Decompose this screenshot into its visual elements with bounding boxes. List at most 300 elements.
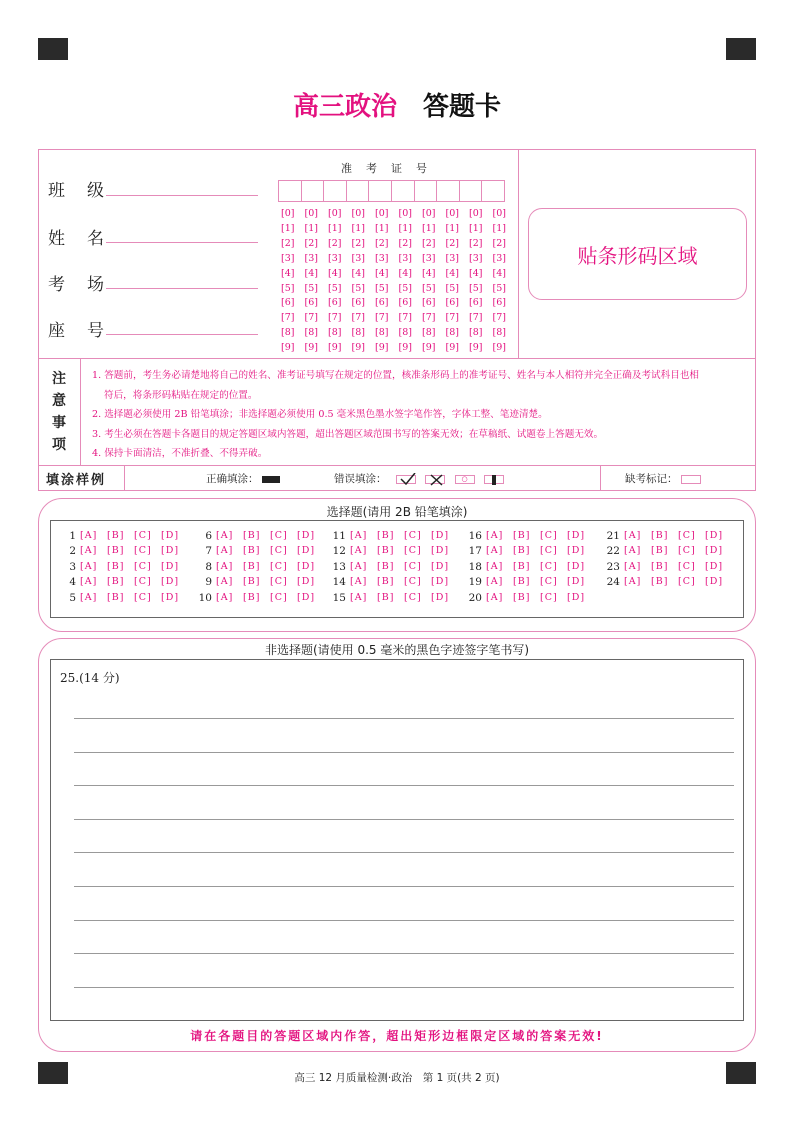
exam-id-bubble[interactable]: [5] [351,282,365,294]
mc-question-row [604,545,732,557]
mc-option-bubble[interactable]: [A] [80,576,98,588]
mc-option-bubble[interactable]: [C] [540,591,558,603]
mc-option-bubble[interactable]: [D] [705,545,724,557]
exam-id-bubble-row [281,207,506,222]
exam-id-bubble[interactable]: [3] [469,252,483,264]
mc-option-bubble[interactable]: [B] [107,530,125,541]
exam-id-bubble[interactable]: [1] [445,222,459,234]
room-field[interactable] [106,288,258,289]
wrong-cross-mark-icon [425,475,445,484]
mc-option-bubble[interactable]: [D] [161,545,180,557]
mc-option-bubble[interactable]: [D] [567,530,586,541]
exam-id-bubble[interactable]: [4] [328,267,342,279]
mc-option-bubble[interactable]: [C] [134,560,152,572]
exam-id-box[interactable] [346,180,370,202]
exam-id-bubble[interactable]: [0] [492,208,506,219]
mc-option-bubble[interactable]: [B] [243,530,261,541]
mc-option-bubble[interactable]: [A] [350,560,368,572]
exam-id-bubble[interactable]: [3] [375,252,389,264]
mc-option-bubble[interactable]: [A] [624,530,642,541]
exam-id-bubble[interactable]: [1] [281,222,295,234]
mc-option-bubble[interactable]: [B] [377,560,395,572]
exam-id-bubble[interactable]: [7] [469,312,483,324]
answer-area-warning: 请在各题目的答题区域内作答，超出矩形边框限定区域的答案无效! [190,1029,604,1043]
mc-question-number: 6 [205,530,212,542]
mc-option-bubble[interactable]: [D] [161,530,180,541]
mc-option-bubble[interactable]: [C] [540,576,558,588]
mc-question-row [604,561,732,573]
mc-option-bubble[interactable]: [D] [431,560,450,572]
exam-id-bubble[interactable]: [4] [375,267,389,279]
exam-id-bubble[interactable]: [8] [492,327,506,339]
writing-line [74,987,734,988]
mc-question-row [466,592,594,604]
mc-option-bubble[interactable]: [D] [431,591,450,603]
exam-id-bubble[interactable]: [8] [398,327,412,339]
mc-option-bubble[interactable]: [C] [134,545,152,557]
mc-option-bubble[interactable]: [C] [270,591,288,603]
exam-id-bubble[interactable]: [6] [398,297,412,309]
mc-option-bubble[interactable]: [B] [513,545,531,557]
writing-line [74,785,734,786]
exam-id-bubble[interactable]: [2] [445,237,459,249]
exam-id-bubble[interactable]: [9] [492,342,506,354]
exam-id-bubble[interactable]: [0] [304,208,318,219]
mc-option-bubble[interactable]: [B] [377,545,395,557]
mc-option-bubble[interactable]: [B] [513,530,531,541]
absent-mark-label: 缺考标记： [625,473,678,485]
exam-id-bubble[interactable]: [7] [492,312,506,324]
mc-question-number: 23 [606,560,620,573]
mc-option-bubble[interactable]: [A] [624,545,642,557]
exam-id-boxes [278,180,504,202]
mc-option-bubble[interactable]: [D] [297,530,316,541]
divider-notice [38,358,756,359]
notice-side-label [48,368,70,456]
mc-option-bubble[interactable]: [C] [134,530,152,541]
exam-id-bubble[interactable]: [1] [469,222,483,234]
mc-question-number: 24 [606,576,620,589]
mc-option-bubble[interactable]: [A] [486,591,504,603]
mc-option-bubble[interactable]: [D] [297,545,316,557]
barcode-area [528,208,747,300]
subject-title: 高三政治 [292,92,397,122]
mc-question-number: 16 [468,530,482,542]
exam-id-bubble[interactable]: [1] [492,222,506,234]
mc-option-bubble[interactable]: [D] [567,545,586,557]
exam-id-bubble[interactable]: [4] [492,267,506,279]
exam-id-box[interactable] [301,180,325,202]
barcode-label: 贴条形码区域 [577,243,698,268]
mc-question-row [60,576,188,588]
mc-option-bubble[interactable]: [B] [651,576,669,588]
exam-id-bubble[interactable]: [7] [398,312,412,324]
exam-id-bubble[interactable]: [5] [304,282,318,294]
exam-id-bubble[interactable]: [4] [445,267,459,279]
notice-side-char: 意 [52,393,66,409]
mc-option-bubble[interactable]: [C] [678,560,696,572]
exam-id-bubble[interactable]: [6] [304,297,318,309]
mc-question-number: 10 [198,591,212,604]
mc-option-bubble[interactable]: [D] [705,560,724,572]
exam-id-bubble[interactable]: [4] [304,267,318,279]
exam-id-bubble[interactable]: [4] [469,267,483,279]
mc-question-row [330,545,458,557]
mc-question-row [466,545,594,557]
mc-option-bubble[interactable]: [D] [567,560,586,572]
mc-question-number: 12 [332,545,346,558]
mc-option-bubble[interactable]: [A] [624,560,642,572]
exam-id-bubble[interactable]: [9] [375,342,389,354]
fill-sample-label: 填涂样例 [46,473,107,488]
divider-notice-side [80,359,81,465]
exam-id-bubble[interactable]: [8] [422,327,436,339]
mc-question-row [196,561,324,573]
exam-id-bubble[interactable]: [6] [469,297,483,309]
exam-id-bubble[interactable]: [5] [422,282,436,294]
mc-option-bubble[interactable]: [A] [216,560,234,572]
exam-id-bubble[interactable]: [5] [281,282,295,294]
exam-id-bubble[interactable]: [0] [375,208,389,219]
exam-id-bubble[interactable]: [8] [469,327,483,339]
exam-id-box[interactable] [481,180,505,202]
exam-id-bubble[interactable]: [2] [422,237,436,249]
mc-option-bubble[interactable]: [C] [270,530,288,541]
mc-option-bubble[interactable]: [A] [624,576,642,588]
exam-id-bubble[interactable]: [3] [398,252,412,264]
notice-side-char: 项 [52,437,66,453]
mc-option-bubble[interactable]: [C] [540,545,558,557]
mc-option-bubble[interactable]: [C] [404,545,422,557]
mc-option-bubble[interactable]: [A] [80,530,98,541]
absent-mark-box[interactable] [681,475,701,484]
mc-option-bubble[interactable]: [A] [486,530,504,541]
mc-option-bubble[interactable]: [C] [404,560,422,572]
mc-question-row [60,592,188,604]
exam-id-bubble[interactable]: [8] [281,327,295,339]
exam-id-bubble[interactable]: [2] [351,237,365,249]
mc-option-bubble[interactable]: [D] [705,576,724,588]
mc-option-bubble[interactable]: [A] [350,576,368,588]
exam-id-bubble[interactable]: [6] [375,297,389,309]
exam-id-bubble[interactable]: [4] [351,267,365,279]
mc-question-row [196,592,324,604]
mc-option-bubble[interactable]: [A] [80,545,98,557]
exam-id-bubble[interactable]: [9] [351,342,365,354]
mc-option-bubble[interactable]: [C] [270,545,288,557]
mc-question-row [466,530,594,542]
exam-id-bubble[interactable]: [8] [328,327,342,339]
mc-option-bubble[interactable]: [D] [161,560,180,572]
exam-id-bubble[interactable]: [0] [422,208,436,219]
mc-question-row [60,530,188,542]
exam-id-bubble[interactable]: [8] [351,327,365,339]
absent-mark [625,471,701,486]
notice-item: 4. 保持卡面清洁，不准折叠、不得弄破。 [92,448,268,459]
corner-marker-top-left [38,38,68,60]
correct-fill-mark [262,476,280,483]
exam-id-bubble[interactable]: [4] [281,267,295,279]
mc-question-number: 14 [332,576,346,589]
exam-id-box[interactable] [368,180,392,202]
exam-id-bubble[interactable]: [3] [422,252,436,264]
exam-id-bubble[interactable]: [1] [375,222,389,234]
mc-question-row [196,545,324,557]
writing-line [74,852,734,853]
exam-id-bubbles [281,207,506,356]
essay-answer-box[interactable] [50,659,744,1021]
mc-option-bubble[interactable]: [C] [678,530,696,541]
exam-id-bubble[interactable]: [6] [351,297,365,309]
mc-option-bubble[interactable]: [D] [705,530,724,541]
exam-id-bubble[interactable]: [3] [351,252,365,264]
mc-option-bubble[interactable]: [C] [678,576,696,588]
exam-id-bubble-row [281,237,506,252]
mc-option-bubble[interactable]: [D] [431,530,450,541]
exam-id-bubble[interactable]: [1] [422,222,436,234]
sample-divider [124,466,125,490]
exam-id-bubble[interactable]: [9] [445,342,459,354]
mc-option-bubble[interactable]: [B] [107,591,125,603]
mc-option-bubble[interactable]: [B] [651,545,669,557]
exam-id-bubble[interactable]: [9] [469,342,483,354]
exam-id-bubble[interactable]: [4] [422,267,436,279]
wrong-fill-label: 错误填涂： [334,473,387,485]
exam-id-bubble[interactable]: [6] [445,297,459,309]
mc-option-bubble[interactable]: [C] [540,530,558,541]
essay-section-title: 非选择题(请使用 0.5 毫米的黑色字迹签字笔书写) [264,643,530,657]
exam-id-box[interactable] [323,180,347,202]
exam-id-bubble[interactable]: [9] [398,342,412,354]
fill-sample-row [38,466,756,490]
exam-id-bubble-row [281,341,506,356]
exam-id-bubble[interactable]: [2] [375,237,389,249]
class-field[interactable] [106,195,258,196]
exam-id-bubble[interactable]: [5] [375,282,389,294]
exam-id-bubble[interactable]: [0] [281,208,295,219]
exam-id-bubble[interactable]: [3] [492,252,506,264]
exam-id-bubble[interactable]: [5] [445,282,459,294]
exam-id-bubble[interactable]: [8] [304,327,318,339]
mc-option-bubble[interactable]: [A] [486,545,504,557]
exam-id-bubble[interactable]: [0] [469,208,483,219]
mc-option-bubble[interactable]: [B] [377,576,395,588]
exam-id-bubble[interactable]: [5] [398,282,412,294]
exam-id-bubble[interactable]: [9] [304,342,318,354]
corner-marker-top-right [726,38,756,60]
exam-id-bubble[interactable]: [7] [375,312,389,324]
mc-question-number: 7 [205,545,212,558]
mc-option-bubble[interactable]: [A] [350,545,368,557]
mc-question-row [60,545,188,557]
exam-id-box[interactable] [414,180,438,202]
mc-option-bubble[interactable]: [C] [404,591,422,603]
mc-option-bubble[interactable]: [B] [107,560,125,572]
exam-id-bubble[interactable]: [7] [422,312,436,324]
exam-id-bubble[interactable]: [6] [422,297,436,309]
exam-id-bubble[interactable]: [7] [304,312,318,324]
exam-id-bubble[interactable]: [1] [304,222,318,234]
mc-option-bubble[interactable]: [A] [80,560,98,572]
mc-option-bubble[interactable]: [B] [377,591,395,603]
mc-question-number: 17 [468,545,482,558]
exam-id-bubble[interactable]: [8] [375,327,389,339]
correct-fill [206,471,280,486]
question-25-label: 25.(14 分) [60,671,120,685]
page-footer: 高三 12 月质量检测·政治 第 1 页(共 2 页) [294,1072,500,1084]
exam-id-bubble[interactable]: [0] [445,208,459,219]
notice-list [92,366,752,464]
exam-id-bubble[interactable]: [1] [328,222,342,234]
mc-question-row [330,561,458,573]
mc-option-bubble[interactable]: [A] [486,560,504,572]
mc-question-number: 11 [332,530,346,542]
mc-option-bubble[interactable]: [D] [431,576,450,588]
exam-id-bubble[interactable]: [5] [492,282,506,294]
mc-option-bubble[interactable]: [C] [270,576,288,588]
mc-option-bubble[interactable]: [A] [216,545,234,557]
mc-option-bubble[interactable]: [B] [243,560,261,572]
exam-id-bubble-row [281,311,506,326]
mc-question-number: 1 [69,530,76,542]
seat-field[interactable] [106,334,258,335]
mc-option-bubble[interactable]: [A] [216,591,234,603]
mc-option-bubble[interactable]: [C] [540,560,558,572]
sample-divider-2 [600,466,601,490]
mc-option-bubble[interactable]: [B] [377,530,395,541]
mc-option-bubble[interactable]: [C] [404,576,422,588]
exam-id-bubble[interactable]: [7] [281,312,295,324]
exam-id-bubble[interactable]: [3] [304,252,318,264]
mc-option-bubble[interactable]: [A] [350,530,368,541]
notice-side-char: 事 [52,415,66,431]
exam-id-bubble[interactable]: [6] [492,297,506,309]
writing-line [74,718,734,719]
exam-id-bubble-row [281,252,506,267]
mc-option-bubble[interactable]: [D] [431,545,450,557]
mc-option-bubble[interactable]: [B] [107,576,125,588]
mc-question-row [466,576,594,588]
exam-id-bubble[interactable]: [3] [281,252,295,264]
mc-option-bubble[interactable]: [D] [297,591,316,603]
exam-id-bubble[interactable]: [1] [398,222,412,234]
mc-option-bubble[interactable]: [C] [270,560,288,572]
mc-option-bubble[interactable]: [B] [651,560,669,572]
exam-id-box[interactable] [436,180,460,202]
exam-id-bubble[interactable]: [6] [328,297,342,309]
exam-id-box[interactable] [459,180,483,202]
mc-question-number: 20 [468,591,482,604]
exam-id-bubble-row [281,267,506,282]
mc-option-bubble[interactable]: [A] [80,591,98,603]
mc-option-bubble[interactable]: [B] [513,591,531,603]
exam-id-bubble[interactable]: [2] [328,237,342,249]
name-label: 姓名 [48,229,126,249]
mc-option-bubble[interactable]: [D] [161,591,180,603]
exam-id-bubble[interactable]: [9] [328,342,342,354]
mc-option-bubble[interactable]: [D] [567,576,586,588]
mc-option-bubble[interactable]: [C] [404,530,422,541]
exam-id-bubble[interactable]: [0] [351,208,365,219]
mc-option-bubble[interactable]: [B] [243,576,261,588]
mc-option-bubble[interactable]: [A] [486,576,504,588]
exam-id-bubble[interactable]: [2] [281,237,295,249]
mc-question-number: 22 [606,545,620,558]
exam-id-bubble[interactable]: [6] [281,297,295,309]
mc-option-bubble[interactable]: [B] [243,545,261,557]
mc-option-bubble[interactable]: [D] [161,576,180,588]
mc-question-row [466,561,594,573]
exam-id-bubble[interactable]: [2] [492,237,506,249]
mc-option-bubble[interactable]: [B] [513,576,531,588]
mc-option-bubble[interactable]: [C] [678,545,696,557]
exam-id-box[interactable] [391,180,415,202]
mc-question-number: 5 [69,591,76,604]
mc-question-row [330,592,458,604]
mc-option-bubble[interactable]: [D] [297,576,316,588]
exam-id-bubble[interactable]: [0] [398,208,412,219]
class-label: 班级 [48,181,126,201]
exam-id-box[interactable] [278,180,302,202]
exam-id-bubble[interactable]: [5] [328,282,342,294]
exam-id-bubble[interactable]: [5] [469,282,483,294]
page-title [0,86,794,123]
mc-option-bubble[interactable]: [B] [513,560,531,572]
writing-line [74,752,734,753]
exam-id-bubble[interactable]: [1] [351,222,365,234]
divider-barcode [518,149,519,359]
mc-option-bubble[interactable]: [B] [107,545,125,557]
notice-item: 1. 答题前，考生务必请楚地将自己的姓名、准考证号填写在规定的位置，核准条形码上的准考证号、姓名与本人相符并完全正确及考试科目也相 [92,370,700,381]
seat-label: 座号 [48,321,126,341]
exam-id-bubble[interactable]: [7] [351,312,365,324]
exam-id-bubble[interactable]: [2] [304,237,318,249]
mc-option-bubble[interactable]: [D] [297,560,316,572]
exam-id-bubble-row [281,282,506,297]
exam-id-bubble-row [281,296,506,311]
card-title: 答题卡 [423,92,502,122]
exam-id-bubble-row [281,222,506,237]
exam-id-bubble[interactable]: [8] [445,327,459,339]
wrong-check-mark-icon [396,475,416,484]
exam-id-bubble[interactable]: [9] [422,342,436,354]
exam-id-bubble[interactable]: [7] [445,312,459,324]
writing-line [74,953,734,954]
mc-option-bubble[interactable]: [C] [134,576,152,588]
mc-option-bubble[interactable]: [C] [134,591,152,603]
mc-option-bubble[interactable]: [A] [216,530,234,541]
mc-option-bubble[interactable]: [B] [651,530,669,541]
mc-option-bubble[interactable]: [A] [350,591,368,603]
exam-id-bubble[interactable]: [3] [445,252,459,264]
mc-option-bubble[interactable]: [B] [243,591,261,603]
exam-id-bubble[interactable]: [7] [328,312,342,324]
mc-option-bubble[interactable]: [A] [216,576,234,588]
room-label: 考场 [48,275,126,295]
exam-id-bubble[interactable]: [2] [469,237,483,249]
mc-question-number: 18 [468,560,482,573]
exam-id-bubble[interactable]: [9] [281,342,295,354]
exam-id-bubble[interactable]: [2] [398,237,412,249]
mc-option-bubble[interactable]: [D] [567,591,586,603]
name-field[interactable] [106,242,258,243]
exam-id-bubble[interactable]: [4] [398,267,412,279]
mc-question-row [604,530,732,542]
exam-id-bubble[interactable]: [3] [328,252,342,264]
exam-id-bubble[interactable]: [0] [328,208,342,219]
exam-id-bubble-row [281,326,506,341]
mc-question-row [604,576,732,588]
